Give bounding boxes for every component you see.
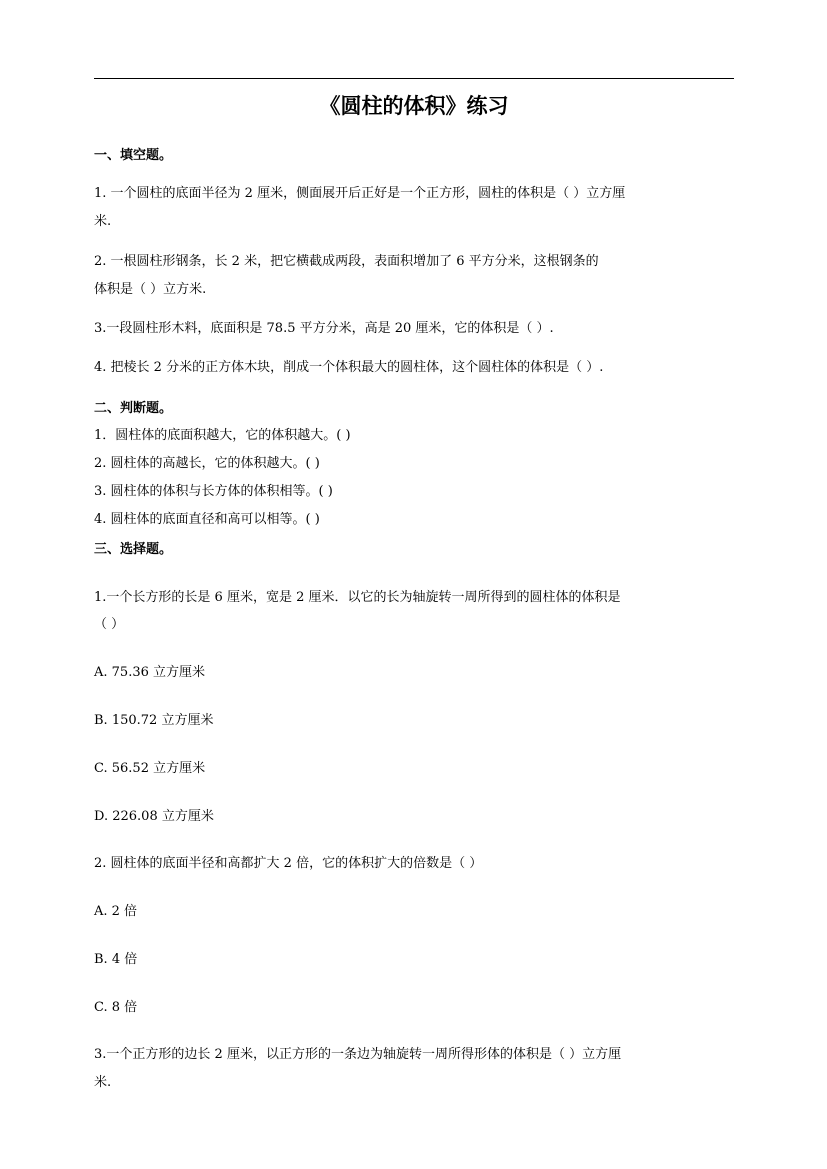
choice-question-1-line-2: （ ） xyxy=(94,617,125,632)
fill-question-3: 3.一段圆柱形木料，底面积是 78.5 平方分米，高是 20 厘米，它的体积是（ ）. xyxy=(94,321,554,336)
fill-question-2-line-1: 2. 一根圆柱形钢条，长 2 米，把它横截成两段，表面积增加了 6 平方分米，这根钢条的 xyxy=(94,254,599,269)
section-heading-true-false: 二、判断题。 xyxy=(94,401,173,416)
choice-question-1-option-c: C. 56.52 立方厘米 xyxy=(94,761,206,776)
choice-question-2-option-b: B. 4 倍 xyxy=(94,952,138,967)
choice-question-1-option-a: A. 75.36 立方厘米 xyxy=(94,665,206,680)
choice-question-2: 2. 圆柱体的底面半径和高都扩大 2 倍，它的体积扩大的倍数是（ ） xyxy=(94,856,483,871)
choice-question-3-line-1: 3.一个正方形的边长 2 厘米，以正方形的一条边为轴旋转一周所得形体的体积是（ ）立方厘 xyxy=(94,1047,622,1062)
judge-question-4: 4. 圆柱体的底面直径和高可以相等。( ) xyxy=(94,512,320,527)
fill-question-1-line-1: 1. 一个圆柱的底面半径为 2 厘米，侧面展开后正好是一个正方形，圆柱的体积是（ ）立方厘 xyxy=(94,186,626,201)
choice-question-1-line-1: 1.一个长方形的长是 6 厘米，宽是 2 厘米．以它的长为轴旋转一周所得到的圆柱体的体积是 xyxy=(94,590,621,605)
judge-question-2: 2. 圆柱体的高越长，它的体积越大。( ) xyxy=(94,456,320,471)
judge-question-3: 3. 圆柱体的体积与长方体的体积相等。( ) xyxy=(94,484,333,499)
page-title: 《圆柱的体积》练习 xyxy=(319,94,509,118)
fill-question-1-line-2: 米. xyxy=(94,214,112,229)
header-rule xyxy=(94,78,734,79)
choice-question-2-option-a: A. 2 倍 xyxy=(94,904,138,919)
fill-question-2-line-2: 体积是（ ）立方米. xyxy=(94,282,207,297)
section-heading-multiple-choice: 三、选择题。 xyxy=(94,542,173,557)
fill-question-4: 4. 把棱长 2 分米的正方体木块，削成一个体积最大的圆柱体，这个圆柱体的体积是（ ）. xyxy=(94,360,604,375)
choice-question-3-line-2: 米. xyxy=(94,1075,112,1090)
choice-question-2-option-c: C. 8 倍 xyxy=(94,1000,138,1015)
choice-question-1-option-b: B. 150.72 立方厘米 xyxy=(94,713,214,728)
judge-question-1: 1．圆柱体的底面积越大，它的体积越大。( ) xyxy=(94,428,351,443)
choice-question-1-option-d: D. 226.08 立方厘米 xyxy=(94,809,214,824)
section-heading-fill-blank: 一、填空题。 xyxy=(94,148,173,163)
